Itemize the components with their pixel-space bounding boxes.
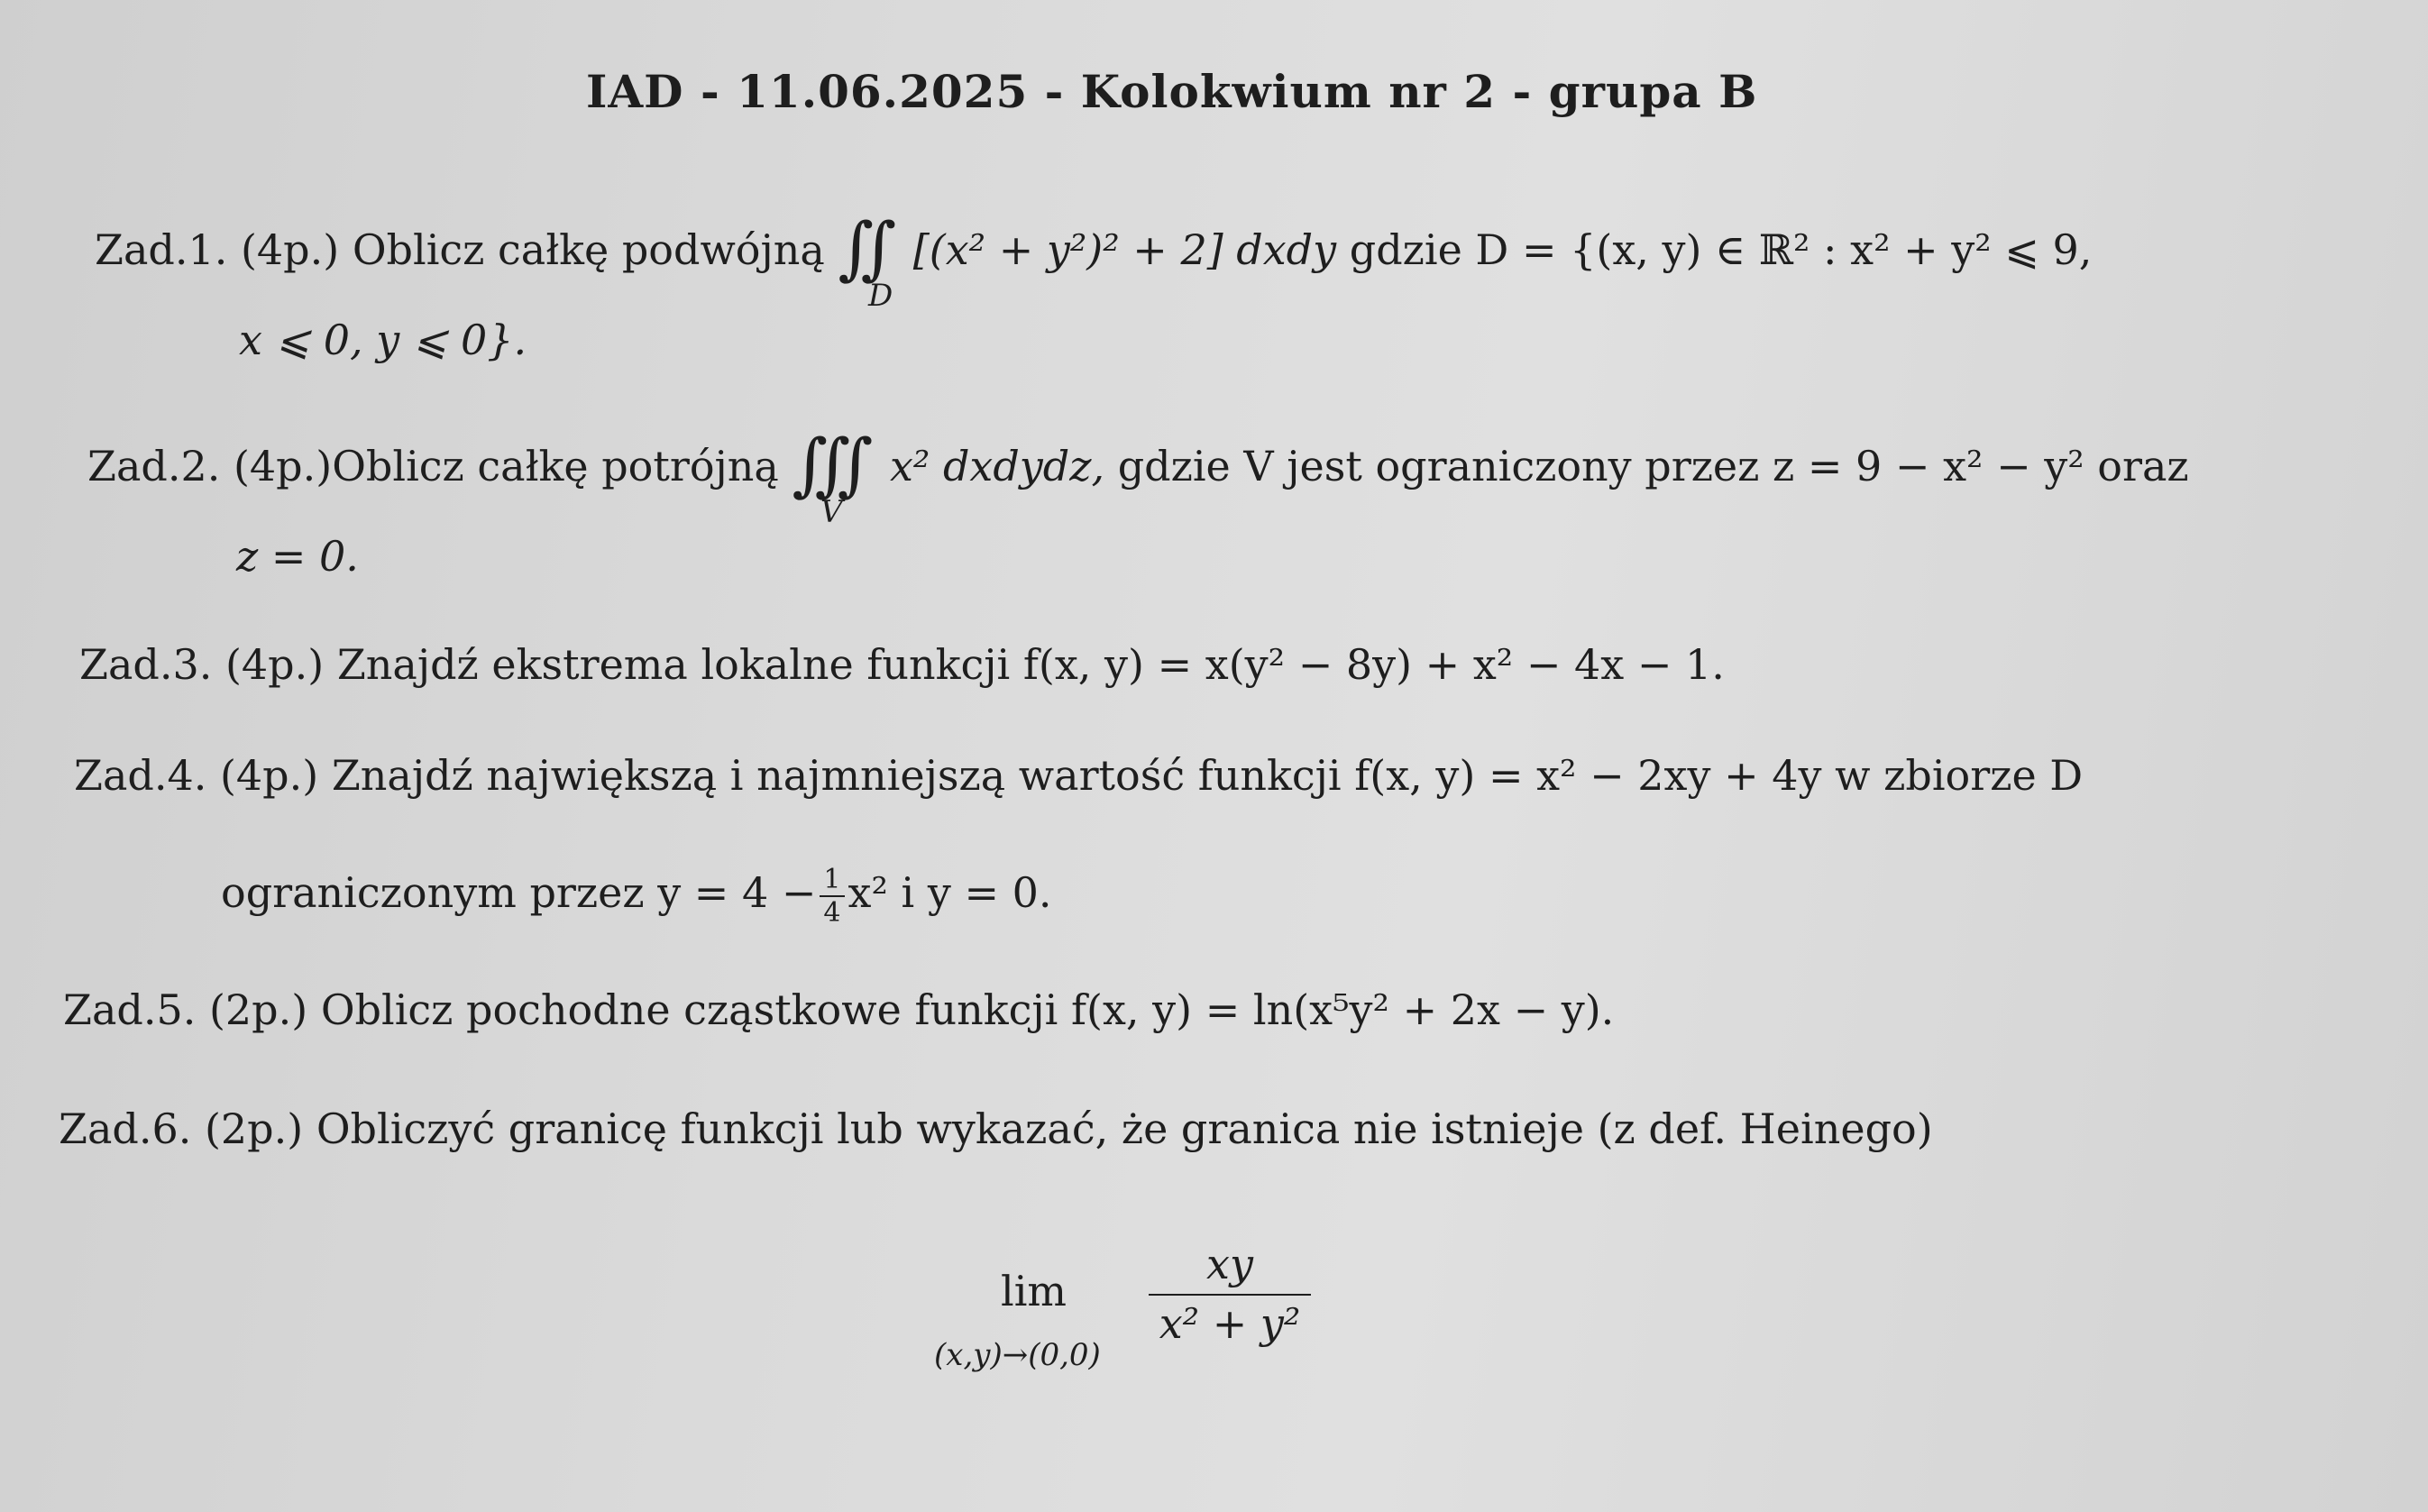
fraction-one-quarter: [820, 864, 844, 929]
fraction-denominator: 4: [823, 897, 841, 929]
task-6: [59, 1104, 1933, 1153]
task-2: [87, 417, 2189, 504]
task-2-points: (4p.): [233, 442, 333, 490]
double-integral-sign: ∬: [838, 207, 881, 288]
task-4-label: Zad.4.: [74, 751, 207, 800]
task-4-continuation: [221, 864, 1052, 929]
task-4: [74, 751, 2083, 800]
limit-word: lim: [1001, 1267, 1067, 1315]
task-2-label: Zad.2.: [87, 442, 221, 490]
task-5-label: Zad.5.: [63, 985, 197, 1034]
task-5-text: Oblicz pochodne cząstkowe funkcji f(x, y) = ln(x⁵y² + 2x − y).: [320, 985, 1615, 1034]
task-4-continuation-post: x² i y = 0.: [848, 868, 1052, 917]
task-2-integral-region: V: [820, 494, 843, 530]
task-2-continuation: z = 0.: [236, 532, 359, 581]
limit-subscript: (x,y)→(0,0): [934, 1337, 1101, 1373]
task-5: [63, 985, 1614, 1034]
limit-denominator: x² + y²: [1159, 1299, 1301, 1348]
task-1-continuation: x ⩽ 0, y ⩽ 0}.: [239, 316, 527, 364]
task-6-label: Zad.6.: [59, 1104, 192, 1153]
task-3-points: (4p.): [224, 640, 325, 689]
task-6-points: (2p.): [204, 1104, 304, 1153]
task-5-points: (2p.): [208, 985, 308, 1034]
task-3: [79, 640, 1725, 689]
task-3-label: Zad.3.: [79, 640, 213, 689]
task-6-text: Obliczyć granicę funkcji lub wykazać, że granica nie istnieje (z def. Heinego): [316, 1104, 1933, 1153]
task-2-condition: gdzie V jest ograniczony przez z = 9 − x² − y² oraz: [1117, 442, 2189, 490]
task-1: [95, 200, 2093, 288]
limit-numerator: xy: [1149, 1240, 1311, 1296]
task-4-continuation-pre: ograniczonym przez y = 4 −: [221, 868, 817, 917]
task-3-text: Znajdź ekstrema lokalne funkcji f(x, y) = x(y² − 8y) + x² − 4x − 1.: [336, 640, 1725, 689]
task-1-condition: gdzie D = {(x, y) ∈ ℝ² : x² + y² ⩽ 9,: [1349, 225, 2093, 274]
task-1-integral-region: D: [868, 278, 893, 314]
task-4-text: Znajdź największą i najmniejszą wartość funkcji f(x, y) = x² − 2xy + 4y w zbiorze D: [331, 751, 2084, 800]
triple-integral-sign: ∭: [792, 424, 857, 504]
task-2-text: Oblicz całkę potrójną: [332, 442, 779, 490]
task-1-expression: [(x² + y²)² + 2] dxdy: [912, 225, 1337, 274]
task-1-points: (4p.): [240, 225, 340, 274]
task-4-points: (4p.): [219, 751, 319, 800]
page-title: IAD - 11.06.2025 - Kolokwium nr 2 - grupa B: [586, 65, 1758, 118]
fraction-numerator: 1: [820, 864, 844, 897]
task-1-label: Zad.1.: [95, 225, 228, 274]
limit-fraction: [1149, 1240, 1311, 1348]
task-2-expression: x² dxdydz,: [889, 442, 1105, 490]
task-1-text: Oblicz całkę podwójną: [352, 225, 825, 274]
